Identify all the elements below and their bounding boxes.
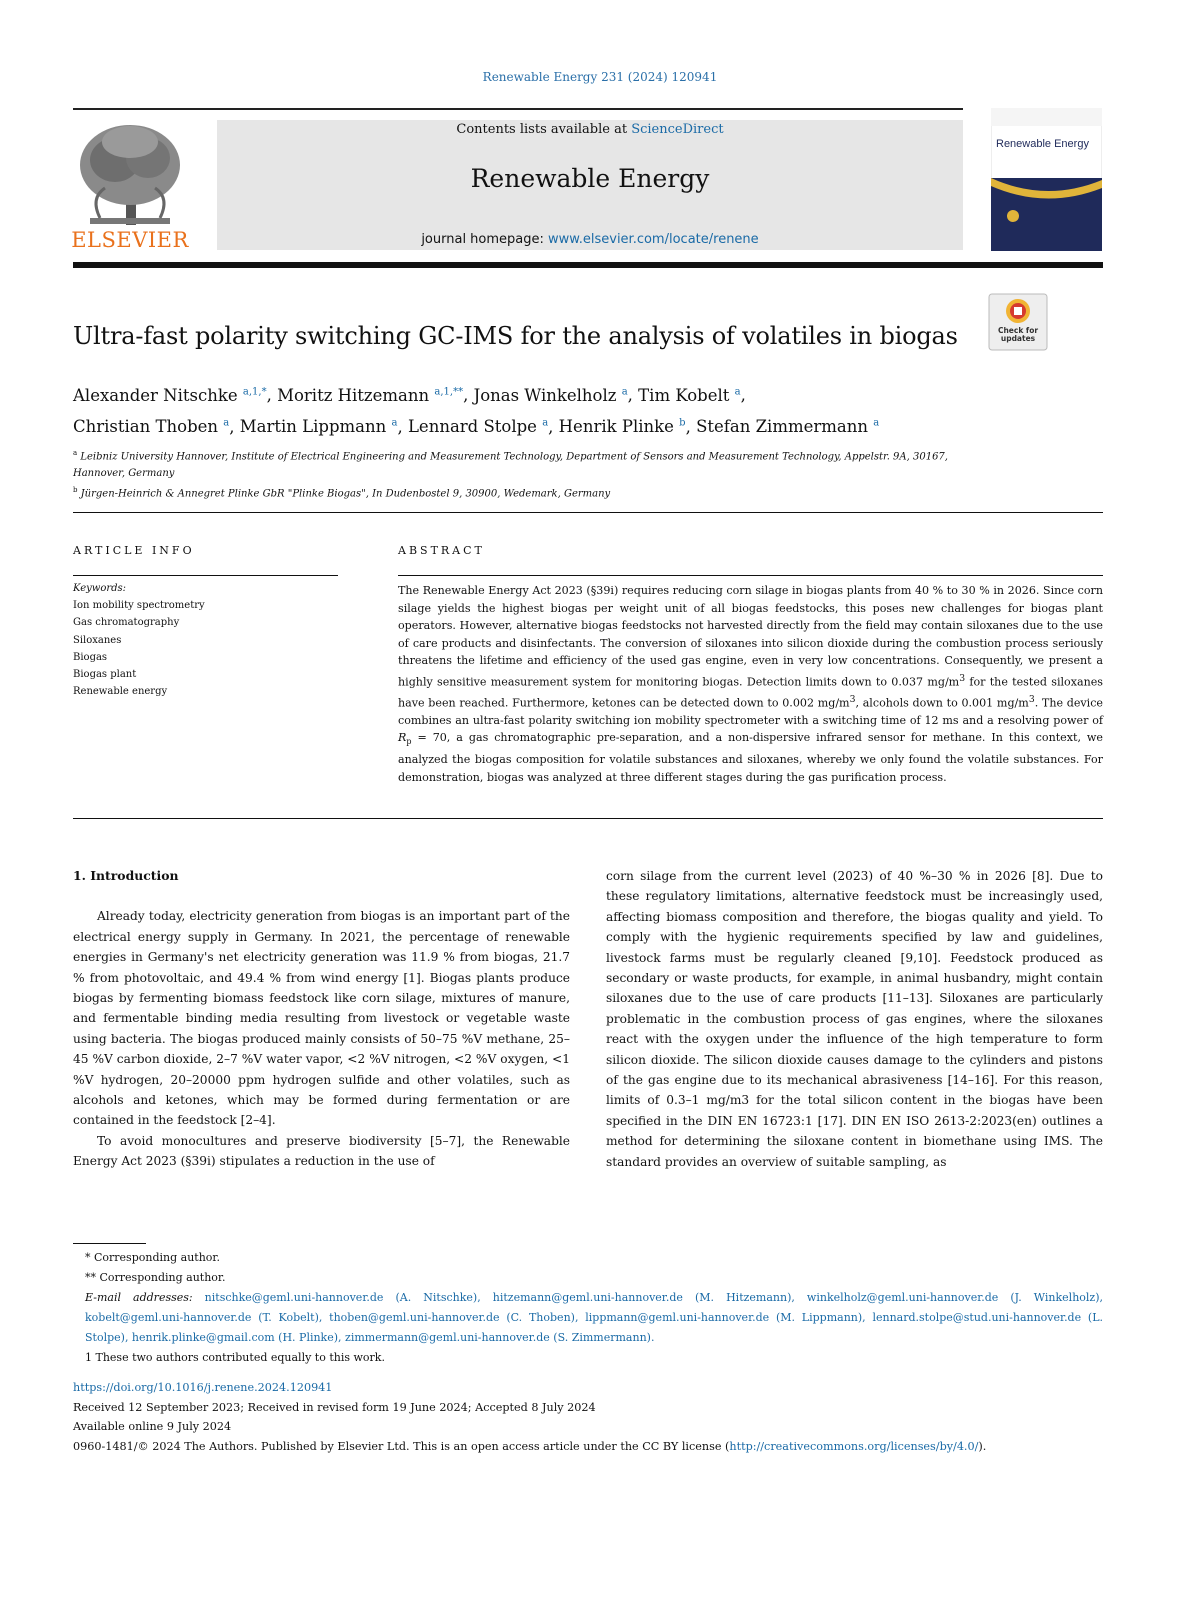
- affiliation-mark: b: [73, 486, 78, 495]
- license-suffix: ).: [978, 1439, 987, 1453]
- license-prefix: 0960-1481/© 2024 The Authors. Published by Elsevier Ltd. This is an open access article under the CC BY license (: [73, 1439, 730, 1453]
- corresponding-author-2: ** Corresponding author.: [85, 1271, 226, 1284]
- journal-cover-thumbnail[interactable]: [991, 108, 1102, 251]
- article-footer: [73, 1378, 1123, 1456]
- keyword-item: Biogas: [73, 651, 108, 663]
- author-sep: ,: [229, 417, 240, 436]
- author-affil-mark[interactable]: b: [679, 417, 686, 429]
- cover-title: Renewable Energy: [996, 138, 1089, 150]
- affiliation-a: [73, 445, 953, 482]
- keyword-item: Renewable energy: [73, 686, 168, 698]
- journal-citation[interactable]: Renewable Energy 231 (2024) 120941: [482, 70, 718, 84]
- abstract-part: . The device combines an ultra-fast polarity switching ion mobility spectrometer with a switching time of 12 ms and a resolving power of: [398, 696, 1103, 727]
- author[interactable]: [240, 417, 398, 436]
- email-list[interactable]: nitschke@geml.uni-hannover.de (A. Nitschke), hitzemann@geml.uni-hannover.de (M. Hitzemann), winkelholz@geml.uni-hannover.de (J. Winkelholz), kobelt@geml.uni-hannover.de (T. Kobelt), thoben@geml.uni-hannover.de (C. Thoben), lippmann@geml.uni-hannover.de (M. Lippmann), lennard.stolpe@stud.uni-hannover.de (L. Stolpe), henrik.plinke@gmail.com (H. Plinke), zimmermann@geml.uni-hannover.de (S. Zimmermann).: [85, 1291, 1104, 1344]
- check-for-updates-label: Check for updates: [997, 326, 1039, 343]
- header-bottom-rule: [73, 262, 1103, 268]
- elsevier-logo: [70, 120, 190, 255]
- author-name: Moritz Hitzemann: [277, 385, 430, 405]
- contents-prefix: Contents lists available at: [456, 122, 632, 137]
- abstract-part: , alcohols down to 0.001 mg/m: [855, 696, 1029, 710]
- author-name: Stefan Zimmermann: [696, 417, 868, 436]
- paper-title: Ultra-fast polarity switching GC-IMS for the analysis of volatiles in biogas: [73, 322, 958, 350]
- header-top-rule: [73, 108, 963, 110]
- body-column-left: [73, 866, 570, 1172]
- journal-homepage: [217, 232, 963, 247]
- author-list: [73, 378, 1033, 441]
- author-sep: ,: [685, 417, 697, 436]
- affiliation-b: [73, 482, 953, 503]
- affiliation-mark: a: [73, 449, 78, 457]
- email-label: E-mail addresses:: [85, 1291, 205, 1304]
- abstract-part: for the tested siloxanes have been reached. Furthermore, ketones can be detected down to 0.002 mg/m: [398, 675, 1104, 710]
- author-sep: ,: [548, 417, 559, 436]
- keyword-item: Gas chromatography: [73, 617, 180, 629]
- journal-banner: [217, 120, 963, 250]
- author[interactable]: [474, 386, 628, 405]
- affiliation-text: Jürgen-Heinrich & Annegret Plinke GbR "Plinke Biogas", In Dudenbostel 9, 30900, Wedemark, Germany: [80, 488, 611, 500]
- affiliation-text: Leibniz University Hannover, Institute of Electrical Engineering and Measurement Technology, Department of Sensors and Measurement Technology, Appelstr. 9A, 30167, Hannover, Germany: [73, 451, 948, 479]
- author-affil-mark[interactable]: a: [223, 417, 230, 429]
- body-column-right: [606, 866, 1103, 1172]
- author-name: Jonas Winkelholz: [473, 385, 617, 405]
- author-name: Lennard Stolpe: [407, 417, 537, 436]
- equal-contribution-note: 1 These two authors contributed equally to this work.: [85, 1351, 385, 1364]
- abstract-divider: [73, 818, 1103, 819]
- intro-paragraph-2: To avoid monocultures and preserve biodiversity [5–7], the Renewable Energy Act 2023 (§39i) stipulates a reduction in the use of: [73, 1133, 570, 1169]
- abstract-part: The Renewable Energy Act 2023 (§39i) requires reducing corn silage in biogas plants from 40 % to 30 % in 2026. Since corn silage yields the highest biogas per weight unit of all biogas feedstocks, this poses new challenges for biogas plant operators. However, alternative biogas feedstocks not harvested directly from the field may contain siloxanes due to the use of care products and disinfectants. The conversion of siloxanes into silicon dioxide during the combustion process seriously threatens the lifetime and efficiency of the used gas engine, even in very low concentrations. Consequently, we present a highly sensitive measurement system for monitoring biogas. Detection limits down to 0.037 mg/m: [398, 584, 1103, 689]
- author-affil-mark[interactable]: a: [734, 386, 741, 397]
- footnote-rule: [73, 1243, 146, 1244]
- author-sep: ,: [627, 385, 639, 405]
- author[interactable]: [559, 417, 686, 436]
- corresponding-author-1: * Corresponding author.: [85, 1251, 220, 1264]
- author[interactable]: [408, 417, 548, 436]
- intro-paragraph-1: Already today, electricity generation from biogas is an important part of the electrical energy supply in Germany. In 2021, the percentage of renewable energies in Germany's net electricity generation was 11.9 % from biogas, 21.7 % from photovoltaic, and 49.4 % from wind energy [1]. Biogas plants produce biogas by fermenting biomass feedstock like corn silage, mixtures of manure, and fermentable binding media resulting from livestock or vegetable waste using bacteria. The biogas produced mainly consists of 50–75 %V methane, 25–45 %V carbon dioxide, 2–7 %V water vapor, <2 %V nitrogen, <2 %V oxygen, <1 %V hydrogen, 20–20000 ppm hydrogen sulfide and other volatiles, such as alcohols and ketones, which may be formed during fermentation or are contained in the feedstock [2–4].: [73, 909, 570, 1128]
- intro-paragraph-3: corn silage from the current level (2023) of 40 %–30 % in 2026 [8]. Due to these regulatory limitations, alternative feedstock must be increasingly used, affecting biomass composition and therefore, the biogas quality and yield. To comply with the hygienic requirements specified by law and guidelines, livestock farms must be regularly cleaned [9,10]. Feedstock produced as secondary or waste products, for example, in animal husbandry, might contain siloxanes due to the use of care products [11–13]. Siloxanes are particularly problematic in the combustion process of gas engines, where the siloxanes react with the oxygen under the influence of the high temperature to form silicon dioxide. The silicon dioxide causes damage to the cylinders and pistons of the gas engine due to its mechanical abrasiveness [14–16]. For this reason, limits of 0.3–1 mg/m3 for the total silicon content in the biogas have been specified in the DIN EN 16723:1 [17]. DIN EN ISO 2613-2:2023(en) outlines a method for determining the siloxane content in biomethane using IMS. The standard provides an overview of suitable sampling, as: [606, 869, 1103, 1169]
- keywords-block: [73, 580, 205, 700]
- author-name: Christian Thoben: [73, 417, 219, 436]
- author-affil-mark[interactable]: a: [542, 417, 549, 429]
- journal-title: Renewable Energy: [470, 164, 710, 193]
- journal-cover-art: [991, 108, 1102, 251]
- author[interactable]: [638, 386, 740, 405]
- section-heading-introduction: 1. Introduction: [73, 868, 179, 883]
- author-name: Tim Kobelt: [638, 385, 730, 405]
- received-dates: Received 12 September 2023; Received in revised form 19 June 2024; Accepted 8 July 2024: [73, 1400, 596, 1414]
- author[interactable]: [73, 386, 267, 405]
- article-info-rule: [73, 575, 338, 576]
- license-link[interactable]: http://creativecommons.org/licenses/by/4.0/: [729, 1439, 979, 1453]
- footnotes: [73, 1248, 1103, 1368]
- abstract-text: The Renewable Energy Act 2023 (§39i) requires reducing corn silage in biogas plants from 40 % to 30 % in 2026. Since corn silage yields the highest biogas per weight unit of all biogas feedstocks, this poses new challenges for biogas plant operators. However, alternative biogas feedstocks not harvested directly from the field may contain siloxanes due to the use of care products and disinfectants. The conversion of siloxanes into silicon dioxide during the combustion process seriously threatens the lifetime and efficiency of the used gas engine, even in very low concentrations. Consequently, we present a highly sensitive measurement system for monitoring biogas. Detection limits down to 0.037 $mg/m^3$ for the tested siloxanes have been reached. Furthermore, ketones can be detected down to 0.002 $mg/m^3$, alcohols down to 0.001 $mg/m^3$. The device combines an ultra-fast polarity switching ion mobility spectrometer with a switching time of 12 ms and a resolving power of $R_p = 70$, a gas chromatographic pre-separation, and a non-dispersive infrared sensor for methane. In this context, we analyzed the biogas composition for volatile substances and siloxanes, whereby we only found the volatile substances. For demonstration, biogas was analyzed at three different stages during the gas purification process.: [398, 584, 1104, 784]
- author-sep: ,: [266, 385, 278, 405]
- abstract-rule: [398, 575, 1103, 576]
- author-affil-mark[interactable]: a: [391, 417, 398, 429]
- title-divider: [73, 512, 1103, 513]
- author-affil-mark[interactable]: a: [873, 417, 880, 429]
- sciencedirect-link[interactable]: ScienceDirect: [631, 122, 724, 137]
- author[interactable]: [73, 417, 229, 436]
- author-affil-mark[interactable]: a: [621, 386, 628, 397]
- author-sep: ,: [463, 385, 474, 405]
- abstract-part: = 70, a gas chromatographic pre-separation, and a non-dispersive infrared sensor for methane. In this context, we analyzed the biogas composition for volatile substances and siloxanes, whereby we only found the volatile substances. For demonstration, biogas was analyzed at three different stages during the gas purification process.: [398, 731, 1103, 784]
- available-online: Available online 9 July 2024: [73, 1420, 232, 1433]
- abstract-heading: ABSTRACT: [398, 544, 485, 557]
- article-info-heading: ARTICLE INFO: [73, 544, 195, 557]
- keywords-label: Keywords:: [73, 583, 127, 594]
- author-name: Henrik Plinke: [558, 417, 674, 436]
- affiliations: [73, 445, 953, 503]
- homepage-link[interactable]: www.elsevier.com/locate/renene: [548, 232, 759, 247]
- keyword-item: Siloxanes: [73, 634, 122, 646]
- author-sep: ,: [740, 385, 746, 405]
- license-line: [73, 1437, 1123, 1457]
- author[interactable]: [696, 417, 879, 436]
- author-name: Alexander Nitschke: [73, 385, 238, 405]
- keyword-item: Biogas plant: [73, 669, 137, 681]
- homepage-prefix: journal homepage:: [421, 232, 549, 247]
- doi-link[interactable]: https://doi.org/10.1016/j.renene.2024.120941: [73, 1381, 333, 1394]
- author[interactable]: [277, 386, 463, 405]
- author-affil-mark[interactable]: a,1,*: [242, 386, 267, 397]
- email-addresses: [73, 1288, 1103, 1348]
- check-for-updates-badge[interactable]: [988, 293, 1048, 351]
- author-sep: ,: [397, 417, 408, 436]
- author-affil-mark[interactable]: a,1,**: [434, 386, 464, 397]
- elsevier-wordmark: ELSEVIER: [71, 228, 189, 252]
- author-name: Martin Lippmann: [239, 417, 387, 436]
- keyword-item: Ion mobility spectrometry: [73, 600, 205, 612]
- contents-availability: [217, 122, 963, 137]
